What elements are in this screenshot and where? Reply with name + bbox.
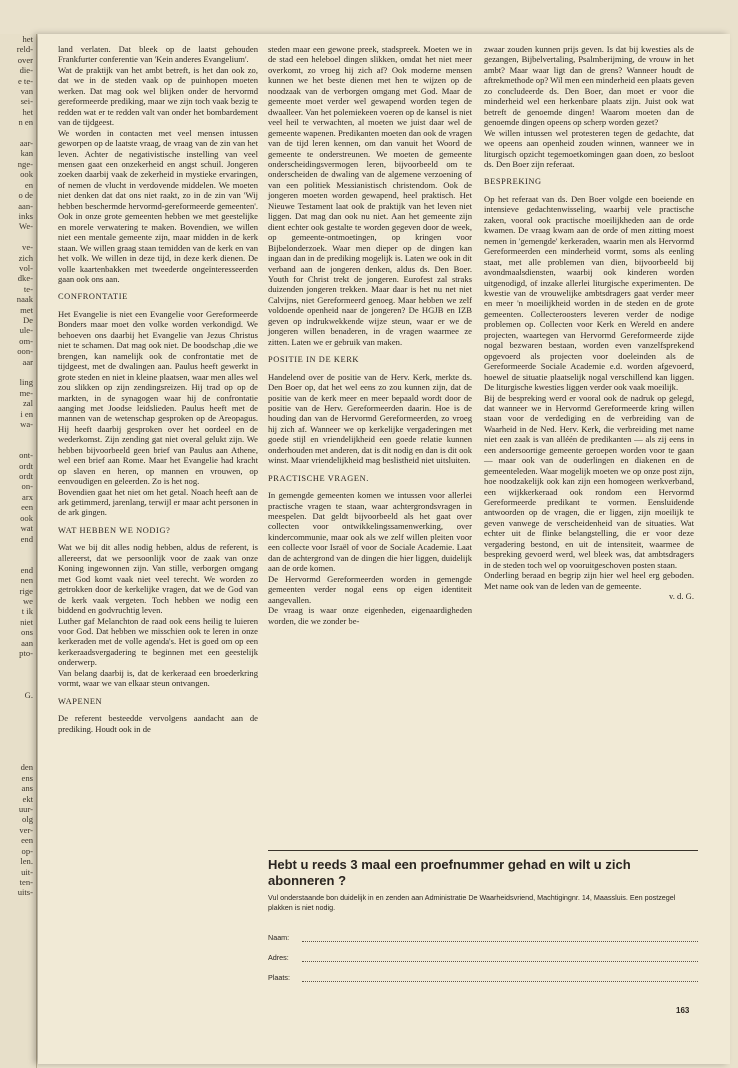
column-3	[484, 44, 694, 602]
strip-fragment: ons	[21, 627, 33, 638]
page-number: 163	[676, 1006, 690, 1015]
paragraph: We willen intussen wel protesteren tegen de gedachte, dat we opeens aan openheid zouden winnen, wanneer we in liturgisch opzicht tegemoetkomingen gaan doen, zo besloot ds. Den Boer zijn referaat.	[484, 127, 694, 169]
address-label: Adres:	[268, 953, 289, 962]
strip-fragment: t ik	[21, 606, 33, 617]
strip-fragment: n en	[18, 117, 33, 128]
paragraph: Op het referaat van ds. Den Boer volgde een boeiende en intensieve gedachtenwisseling, waarbij vele practische zaken, vooral ook practische moeilijkheden aan de orde kwamen. De vraag kwam aan de orde of men zitting moest nemen in 'gemengde' kerkeraden, waarin men als Hervormd Gereformeerden een minderheid vormt, soms als eenling staat, met alle problemen van dien, bijvoorbeeld bij avondmaalsdiensten, waarbij ook kinderen worden uitgenodigd, of inzake allerlei liturgische experimenten. De kwestie van de vrouwelijke ambtsdragers gaat verder meer en meer 'n moeilijkheid worden in de steden en de grote gemeenten. Collecteroosters leveren verder de nodige problemen op. Collecten voor Kerk en Wereld en andere projecten, waartegen van Hervormd Gereformeerde zijde nogal bezwaren bestaan, worden even vanzelfsprekend opgevoerd als projecten voor doeleinden als de Gereformeerde Sociale Academie e.d. worden afgevoerd, hoewel de situatie plaatselijk nogal verschillend kan liggen. De liturgische kwesties liggen verder ook vaak moeilijk.	[484, 193, 694, 393]
city-line	[302, 973, 698, 982]
strip-fragment: kan	[20, 148, 33, 159]
strip-fragment: nen	[20, 575, 33, 586]
strip-fragment	[0, 544, 36, 554]
strip-fragment: uits-	[17, 887, 33, 898]
strip-fragment	[0, 367, 36, 377]
name-label: Naam:	[268, 933, 290, 942]
strip-fragment: van	[20, 86, 33, 97]
strip-fragment	[0, 742, 36, 752]
paragraph: steden maar een gewone preek, stadspreek. Moeten we in de stad een heleboel dingen slikken, omdat het niet meer overkomt, zo vroeg hij zich af? Ook moderne mensen kunnen we het beste dienen met hen te wijzen op de noodzaak van de verborgen omgang met God. Maar de gemeente moet verder wel gewapend worden tegen de dwaalleer. Van het polemiekeen voeren op de kansel is niet veel heil te verwachten, al moeten we juist daar wel de gemeente wapenen. Predikanten moeten dan ook de vragen van de tijd leren kennen, om dan vanuit het Woord de gemeente te onderstreunen. We moeten de gemeente onderscheidingsvermogen leren, bijvoorbeeld om te onderscheiden de dwaling van de algemene verzoening of van een politiek Messianistisch christendom. Ook de jongeren moeten worden gewapend, heel praktisch. Het Nieuwe Testament laat ook de praktijk van het leven niet liggen. Dat mag dan ook nu niet. Aan het gemeente zijn dient echter ook gestalte te worden gegeven door de week, op gemeente-ontmoetingen, op kringen voor Bijbelonderzoek. Waar men dieper op de dingen kan ingaan dan in de prediking mogelijk is. Laten we ook in dit verband aan de jongeren denken, aldus ds. Den Boer. Youth for Christ trekt de jongeren. Eurofest zal straks duizenden jongeren trekken. Maar daar is het nu net niet Calvijns, niet Gereformeerd genoeg. Maar hebben we zelf voldoende openheid naar de jongeren? De HGJB en IZB geven op indrukwekkende wijze steun, waar er we de jongeren willen benaderen, in de vragen waarmee ze zitten. Laten we er gebruik van maken.	[268, 44, 472, 347]
strip-fragment: over	[17, 54, 33, 65]
strip-fragment: het	[22, 106, 33, 117]
strip-fragment: met	[20, 304, 33, 315]
strip-fragment: ten-	[19, 876, 33, 887]
strip-fragment: we	[22, 595, 33, 606]
paragraph: Onderling beraad en begrip zijn hier wel heel erg geboden. Met name ook van de leden van de gemeente.	[484, 570, 694, 591]
strip-fragment: me-	[19, 387, 33, 398]
strip-fragment	[0, 731, 36, 741]
strip-fragment: om-	[19, 335, 33, 346]
strip-fragment	[0, 128, 36, 138]
strip-fragment: zich	[18, 252, 33, 263]
strip-fragment: te-	[23, 283, 33, 294]
strip-fragment	[0, 752, 36, 762]
strip-fragment: pto-	[19, 647, 33, 658]
strip-fragment	[0, 554, 36, 564]
strip-fragment: ans	[21, 783, 33, 794]
strip-fragment: naak	[16, 294, 33, 305]
column-2	[268, 44, 472, 626]
name-field[interactable]	[268, 922, 698, 942]
strip-fragment: oon-	[17, 346, 33, 357]
paragraph: Van belang daarbij is, dat de kerkeraad een broederkring vormt, waar we van elkaar steun ontvangen.	[58, 667, 258, 689]
paragraph: Bovendien gaat het niet om het getal. Noach heeft aan de ark getimmerd, jarenlang, terwijl er maar acht personen in de ark gingen.	[58, 486, 258, 518]
section-heading: PRACTISCHE VRAGEN.	[268, 473, 369, 483]
strip-fragment: e te-	[17, 75, 33, 86]
paragraph: We worden in contacten met veel mensen intussen geworpen op de laatste vraag, de vraag van de zin van het leven. Achter de negativistische instelling van veel mensen gaat een onzekerheid en angst schuil. Jongeren zoeken daarbij vaak de zekerheid in mystieke ervaringen, of nemen de vlucht in verdovende middelen. We moeten niet denken dat dat ons niet raakt, zo in de zin van 'Wij hebben beschermde hervormd-gereformeerde gemeenten'. Ook in onze grote gemeenten hebben we met geestelijke en morele verwatering te maken. Bovendien, we willen niet een mentale gemeente zijn, maar midden in de kerk staan. We willen graag staan temidden van de kerk en van het volk. We willen in deze tijd, in deze kerk dienen. De volle kaartenbakken met tweederde ongeïnteresseerden gaan ook ons aan.	[58, 127, 258, 284]
strip-fragment	[0, 440, 36, 450]
strip-fragment: en	[24, 179, 33, 190]
strip-fragment: zal	[22, 398, 33, 409]
coupon-heading: Hebt u reeds 3 maal een proefnummer gehad en wilt u zich abonneren ?	[268, 857, 631, 888]
coupon-rule	[268, 850, 698, 851]
strip-fragment: olg	[22, 814, 33, 825]
paragraph: De vraag is waar onze eigenheden, eigenaardigheden worden, die we zonder be-	[268, 605, 472, 626]
strip-fragment: dke-	[17, 273, 33, 284]
strip-fragment: end	[20, 533, 33, 544]
section-heading: WAT HEBBEN WE NODIG?	[58, 525, 171, 535]
strip-fragment	[0, 710, 36, 720]
strip-fragment: ordt	[19, 460, 33, 471]
strip-fragment: on-	[21, 481, 33, 492]
strip-fragment: het	[22, 34, 33, 44]
strip-fragment: reld-	[16, 44, 33, 55]
strip-fragment: die-	[19, 65, 33, 76]
strip-fragment: We-	[18, 221, 33, 232]
paragraph: land verlaten. Dat bleek op de laatst gehouden Frankfurter conferentie van 'Kein anderes Evangelium'.	[58, 44, 258, 65]
paragraph: Het Evangelie is niet een Evangelie voor Gereformeerde Bonders maar moet den volke worden verkondigd. We behoeven ons daarbij het Evangelie van Jezus Christus niet te schamen. Dat mag ook niet. De boodschap ,die we brengen, kan namelijk ook de confrontatie met de tijdgeest, met de dwalingen aan. Paulus heeft gewerkt in grote steden en niet in kleine plaatsen, waar men alles wel zou slikken op zijn zendingsreizen. Hij trad op op de markten, in de synagogen waar hij de confrontatie aanging met Joodse leidslieden. Paulus heeft met de mannen van de wetenschap gesproken op de Areopagus. Hij heeft daarbij gesproken over het oordeel en de wederkomst. Zijn zending gat niet overal gelukt zijn. We hebben bijvoorbeeld geen brief van Paulus aan Athene, wel een brief aan Rome. Maar het Evangelie had kracht op slaven en heren, op mannen en vrouwen, op eenvoudigen en geleerden. Zo is het nog.	[58, 308, 258, 487]
strip-fragment: aar-	[19, 138, 33, 149]
strip-fragment: een	[21, 835, 33, 846]
strip-fragment: ordt	[19, 471, 33, 482]
strip-fragment: ook	[20, 512, 33, 523]
strip-fragment: rige	[19, 585, 33, 596]
previous-page-strip	[0, 34, 37, 1068]
coupon-instruction: Vul onderstaande bon duidelijk in en zenden aan Administratie De Waarheidsvriend, Machtigingnr. 14, Maassluis. Een postzegel plakken is niet nodig.	[268, 893, 676, 912]
strip-fragment	[0, 721, 36, 731]
paragraph: Bij de bespreking werd er vooral ook de nadruk op gelegd, dat wanneer we in Hervormd Gereformeerde kring willen staan voor de verdediging en de verbreiding van de Waarheid in de Ned. Herv. Kerk, die verbreiding met name niet een zaak is van alléén de predikanten — als zij eens in een andersoortige gemeente geroepen worden voor te gaan — maar ook van de ouderlingen en diakenen en de gemeenteleden. Waar mogelijk moeten we op onze post zijn, hoe noodzakelijk ook kan zijn een homogeen werkverband, een wijkkerkeraad ook rondom een Hervormd Gereformeerde predikant te vormen. Eensluidende antwoorden op de vragen, die er liggen, zijn moeilijk te geven vanwege de verscheidenheid van de situaties. Wat echter uit de flinke belangstelling, die er voor deze vergadering bestond, en uit de intensiteit, waarmee de bespreking gevoerd werd, wel bleek was, dat ambtsdragers in de steden toch wel op vooruitgeschoven posten staan.	[484, 392, 694, 570]
strip-fragment	[0, 429, 36, 439]
paragraph: In gemengde gemeenten komen we intussen voor allerlei practische vragen te staan, waar achtergrondsvragen in meespelen. Dat geldt bijvoorbeeld als het gaat over collecten voor ontwikkelingssamenwerking, over kindercommunie, maar ook als we zelf willen pleiten voor een collecte voor Israël of voor de Sociale Academie. Laat dan de achtergrond van de dingen die hier liggen, duidelijk aan de orde komen.	[268, 490, 472, 574]
address-field[interactable]	[268, 942, 698, 962]
strip-fragment: len.	[20, 856, 33, 867]
author-signature: v. d. G.	[669, 591, 694, 602]
strip-fragment: ver-	[19, 824, 33, 835]
subscription-coupon	[268, 850, 698, 982]
strip-fragment: inks	[18, 210, 33, 221]
paragraph: Handelend over de positie van de Herv. Kerk, merkte ds. Den Boer op, dat het wel eens zo zou kunnen zijn, dat de positie van de kerk meer en meer bepaald wordt door de positie van de Herv. Gereformeerden daarin. Hoe is de houding dan van de Hervormd Gereformeerden, zo vroeg hij zich af. Wanneer we op kerkelijke vergaderingen met goede stijl en vriendelijkheid een goede relatie kunnen onderhouden met anderen, dat is dit nodig en dan is dit ook winst. Maar vriendelijkheid mag beslistheid niet uitsluiten.	[268, 371, 472, 466]
strip-fragment: ens	[21, 772, 33, 783]
strip-fragment: op-	[21, 845, 33, 856]
strip-fragment	[0, 658, 36, 668]
paragraph: Wat we bij dit alles nodig hebben, aldus de referent, is allereerst, dat we persoonlijk voor de zaak van onze Koning ingewonnen zijn. Van stille, verborgen omgang met God komt vaak niet veel terecht. We worden zo getrokken door de kerkelijke vragen, dat we de God van de kerk vaak vergeten. Toch hebben we nodig een biddend en godvruchtig leven.	[58, 542, 258, 616]
strip-fragment: nge-	[17, 158, 33, 169]
section-heading: CONFRONTATIE	[58, 292, 128, 302]
strip-fragment: wa-	[20, 419, 33, 430]
strip-fragment: ont-	[19, 450, 33, 461]
paragraph: Luther gaf Melanchton de raad ook eens heilig te luieren voor God. Dat hebben we misschien ook te leren in onze kerkeraden met de volle agenda's. Het is goed om op een kerkeraadsvergadering te beginnen met een geestelijk onderwerp.	[58, 615, 258, 668]
strip-fragment: uur-	[18, 804, 33, 815]
strip-fragment: aan-	[18, 200, 33, 211]
strip-fragment: niet	[20, 616, 33, 627]
strip-fragment: den	[20, 762, 33, 773]
address-line	[302, 953, 698, 962]
strip-fragment: een	[21, 502, 33, 513]
strip-fragment: vol-	[19, 262, 33, 273]
strip-fragment: G.	[24, 689, 33, 700]
strip-fragment	[0, 679, 36, 689]
strip-fragment: aar	[22, 356, 33, 367]
strip-fragment: aan	[21, 637, 33, 648]
strip-fragment	[0, 232, 36, 242]
strip-fragment: ook	[20, 169, 33, 180]
strip-fragment: ule-	[19, 325, 33, 336]
strip-fragment: o de	[18, 190, 33, 201]
section-heading: WAPENEN	[58, 696, 103, 706]
strip-fragment: ling	[19, 377, 33, 388]
paragraph: De referent besteedde vervolgens aandacht aan de prediking. Houdt ook in de	[58, 713, 258, 734]
strip-fragment: end	[20, 564, 33, 575]
strip-fragment: arx	[22, 491, 33, 502]
strip-fragment	[0, 700, 36, 710]
name-line	[302, 933, 698, 942]
strip-fragment: uit-	[21, 866, 33, 877]
strip-fragment: ekt	[22, 793, 33, 804]
strip-fragment: De	[22, 314, 33, 325]
paragraph: zwaar zouden kunnen prijs geven. Is dat bij kwesties als de gezangen, Bijbelvertaling, Psalmberijming, de vrouw in het ambt? Maar waar ligt dan de grens? Wanneer houdt de aftrekmethode op? Wil men een minderheid een plaats geven zo concludeerde ds. Den Boer, dan moet er voor die minderheid wel een herkenbare plaats zijn. Juist ook wat betreft de genoemde dingen! Waarom moeten dan de genoemde dingen opeens op scherp worden gezet?	[484, 44, 694, 128]
paragraph: Wat de praktijk van het ambt betreft, is het dan ook zo, dat we in de steden vaak op de puinhopen moeten werken. Dat mag ook wel blijken onder de hervormd gereformeerde prediking, maar we zijn toch vaak bezig te redden wat er te redden valt van onder het bombardement van de tijdgeest.	[58, 64, 258, 128]
column-1	[58, 44, 258, 734]
strip-fragment	[0, 669, 36, 679]
section-heading: POSITIE IN DE KERK	[268, 355, 360, 365]
paragraph: De Hervormd Gereformeerden worden in gemengde gemeenten verder nogal eens op eigen identiteit aangevallen.	[268, 573, 472, 605]
section-heading: BESPREKING	[484, 177, 542, 187]
strip-fragment: sei-	[20, 96, 33, 107]
strip-fragment: ve-	[22, 242, 33, 253]
city-label: Plaats:	[268, 973, 290, 982]
city-field[interactable]	[268, 962, 698, 982]
strip-fragment: i en	[20, 408, 33, 419]
strip-fragment: wat	[20, 523, 33, 534]
